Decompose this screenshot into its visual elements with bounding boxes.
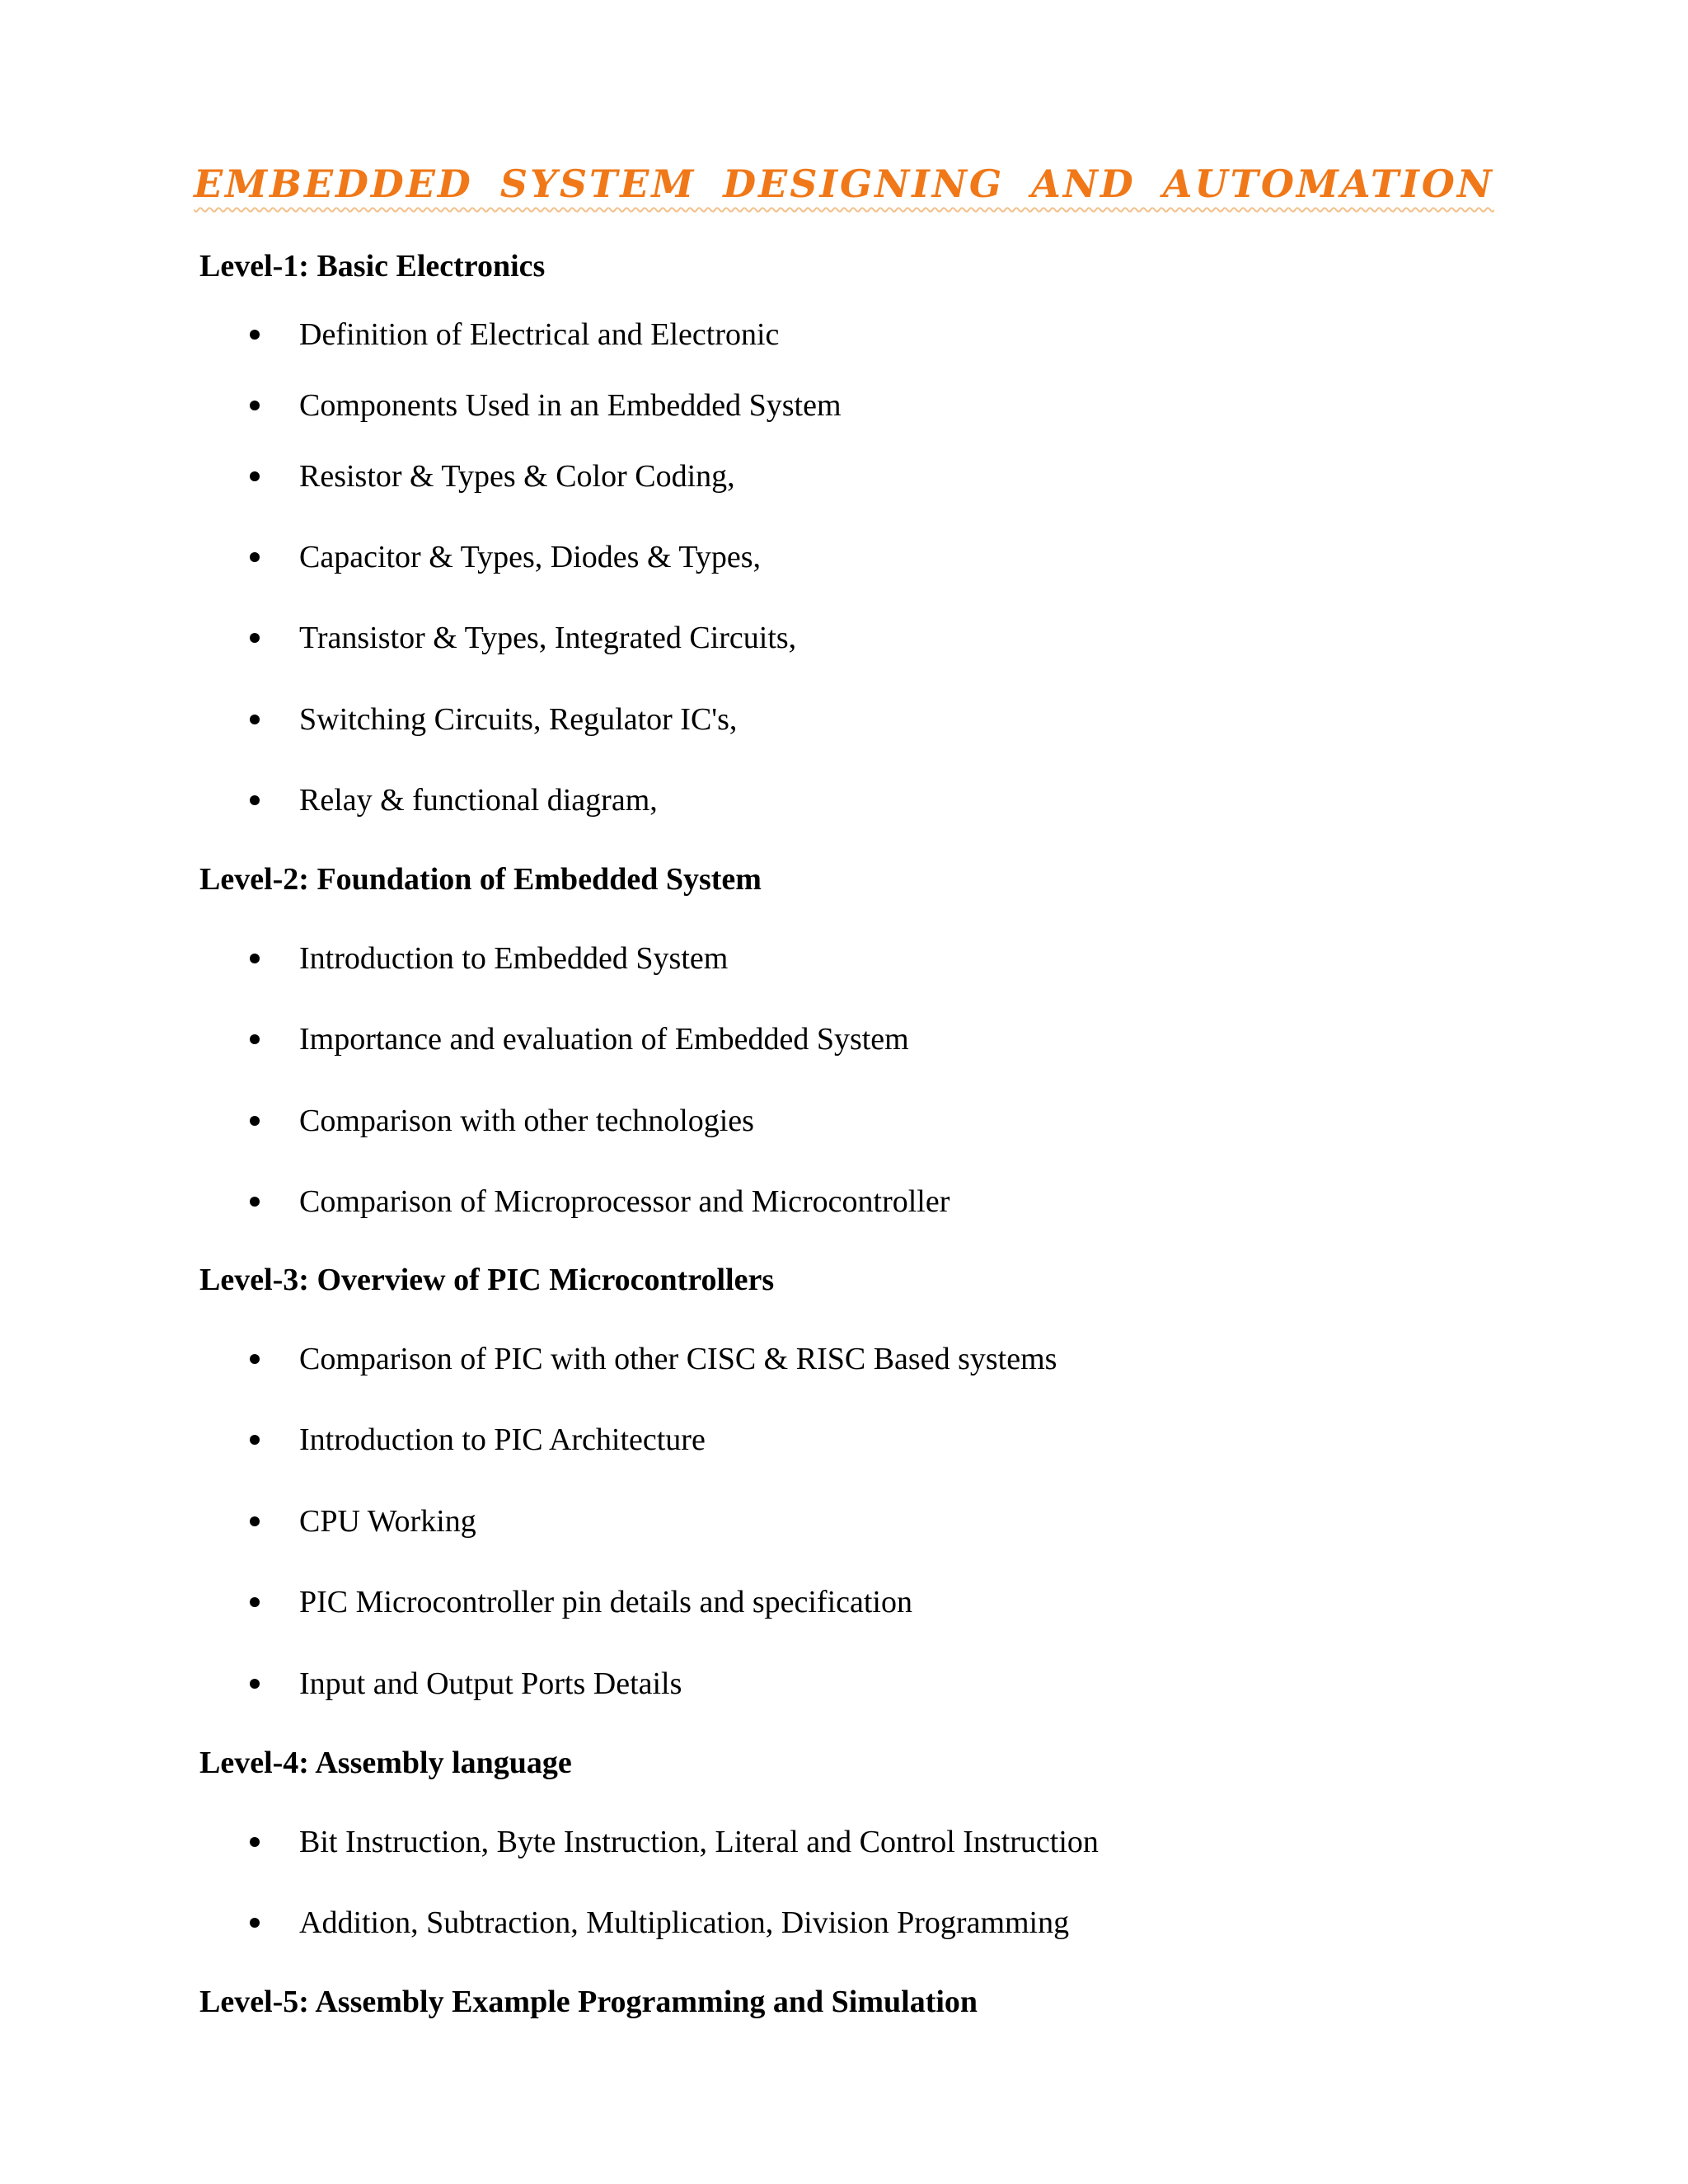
bullet-icon xyxy=(250,471,260,481)
bullet-icon xyxy=(250,1837,260,1847)
bullet-icon xyxy=(250,330,260,340)
bullet-icon xyxy=(250,1354,260,1364)
bullet-icon xyxy=(250,715,260,724)
page-title: EMBEDDED SYSTEM DESIGNING AND AUTOMATION xyxy=(194,162,1494,206)
section-heading-level-1: Level-1: Basic Electronics xyxy=(199,249,546,284)
bullet-icon xyxy=(250,1435,260,1445)
bullet-icon xyxy=(250,1197,260,1207)
section-heading-level-3: Level-3: Overview of PIC Microcontrollers xyxy=(199,1263,775,1297)
bullet-icon xyxy=(250,1034,260,1044)
bullet-icon xyxy=(250,552,260,562)
bullet-icon xyxy=(250,795,260,805)
bullet-icon xyxy=(250,1597,260,1607)
section-heading-level-2: Level-2: Foundation of Embedded System xyxy=(199,862,762,897)
bullet-icon xyxy=(250,1516,260,1526)
bullet-icon xyxy=(250,1116,260,1126)
section-heading-level-4: Level-4: Assembly language xyxy=(199,1746,572,1780)
bullet-icon xyxy=(250,1918,260,1928)
bullet-icon xyxy=(250,633,260,643)
bullet-icon xyxy=(250,401,260,410)
bullet-icon xyxy=(250,954,260,963)
bullet-icon xyxy=(250,1679,260,1689)
section-heading-level-5: Level-5: Assembly Example Programming and Simulation xyxy=(199,1985,978,2019)
